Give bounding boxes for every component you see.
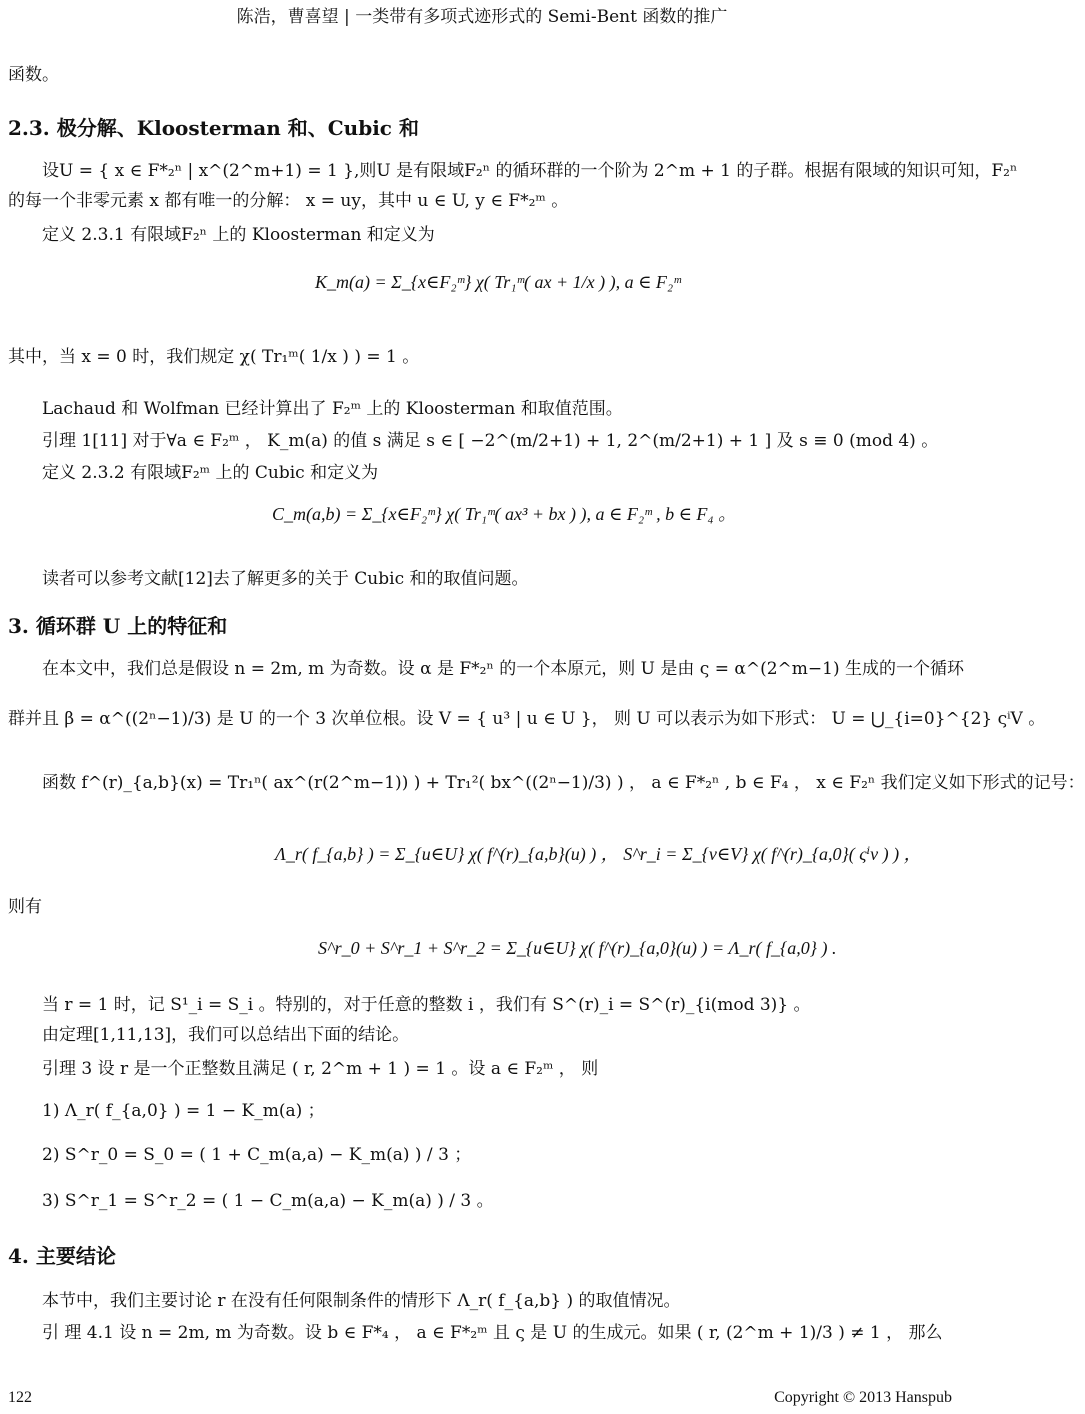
text-line: 由定理[1,11,13]，我们可以总结出下面的结论。 xyxy=(42,1025,410,1045)
text-line: 则有 xyxy=(8,897,42,917)
equation-kloosterman: K_m(a) = Σ_{x∈F₂ᵐ} χ( Tr₁ᵐ( ax + 1/x ) ), a ∈ F₂ᵐ xyxy=(315,272,681,292)
text-line: 函数 f^(r)_{a,b}(x) = Tr₁ⁿ( ax^(r(2^m−1)) ) + Tr₁²( bx^((2ⁿ−1)/3) ) ， a ∈ F*₂ⁿ , b ∈ F₄ ， x ∈ F₂ⁿ 我们定义如下形式的记号： xyxy=(42,773,1085,793)
copyright: Copyright © 2013 Hanspub xyxy=(774,1389,952,1406)
lemma-4-1: 引 理 4.1 设 n = 2m, m 为奇数。设 b ∈ F*₄ ， a ∈ F*₂ᵐ 且 ς 是 U 的生成元。如果 ( r, (2^m + 1)/3 ) ≠ 1 ， 那么 xyxy=(42,1323,943,1343)
text-line: 群并且 β = α^((2ⁿ−1)/3) 是 U 的一个 3 次单位根。设 V = { u³ | u ∈ U }， 则 U 可以表示为如下形式： U = ⋃_{i=0}^{2} ςⁱV 。 xyxy=(8,709,1046,729)
text-line: 当 r = 1 时，记 S¹_i = S_i 。特别的，对于任意的整数 i ，我们有 S^(r)_i = S^(r)_{i(mod 3)} 。 xyxy=(42,995,811,1015)
text-line: 在本文中，我们总是假设 n = 2m, m 为奇数。设 α 是 F*₂ⁿ 的一个本原元，则 U 是由 ς = α^(2^m−1) 生成的一个循环 xyxy=(42,659,964,679)
definition-2-3-1: 定义 2.3.1 有限域F₂ⁿ 上的 Kloosterman 和定义为 xyxy=(42,225,435,245)
lemma-3-item-2: 2) S^r_0 = S_0 = ( 1 + C_m(a,a) − K_m(a) ) / 3 ； xyxy=(42,1145,472,1165)
lemma-1: 引理 1[11] 对于∀a ∈ F₂ᵐ ， K_m(a) 的值 s 满足 s ∈ [ −2^(m/2+1) + 1, 2^(m/2+1) + 1 ] 及 s ≡ 0 (mod 4) 。 xyxy=(42,431,939,451)
text-line: Lachaud 和 Wolfman 已经计算出了 F₂ᵐ 上的 Kloosterman 和取值范围。 xyxy=(42,399,623,419)
text-line: 读者可以参考文献[12]去了解更多的关于 Cubic 和的取值问题。 xyxy=(42,569,529,589)
equation-lambda-s: Λ_r( f_{a,b} ) = Σ_{u∈U} χ( f^(r)_{a,b}(u) ) ， S^r_i = Σ_{v∈V} χ( f^(r)_{a,0}( ςⁱv ) ) ， xyxy=(275,844,922,864)
section-heading-4: 4. 主要结论 xyxy=(8,1244,116,1268)
lemma-3-item-1: 1) Λ_r( f_{a,0} ) = 1 − K_m(a) ； xyxy=(42,1101,325,1121)
running-header: 陈浩，曹喜望 | 一类带有多项式迹形式的 Semi-Bent 函数的推广 xyxy=(236,7,728,27)
text-line: 其中，当 x = 0 时，我们规定 χ( Tr₁ᵐ( 1/x ) ) = 1 。 xyxy=(8,347,420,367)
lemma-3: 引理 3 设 r 是一个正整数且满足 ( r, 2^m + 1 ) = 1 。设 a ∈ F₂ᵐ ， 则 xyxy=(42,1059,599,1079)
equation-sum-s: S^r_0 + S^r_1 + S^r_2 = Σ_{u∈U} χ( f^(r)_{a,0}(u) ) = Λ_r( f_{a,0} ) . xyxy=(318,938,837,958)
section-heading-2-3: 2.3. 极分解、Kloosterman 和、Cubic 和 xyxy=(8,116,419,140)
equation-cubic: C_m(a,b) = Σ_{x∈F₂ᵐ} χ( Tr₁ᵐ( ax³ + bx ) ), a ∈ F₂ᵐ , b ∈ F₄ 。 xyxy=(272,504,737,524)
definition-2-3-2: 定义 2.3.2 有限域F₂ᵐ 上的 Cubic 和定义为 xyxy=(42,463,379,483)
lemma-3-item-3: 3) S^r_1 = S^r_2 = ( 1 − C_m(a,a) − K_m(a) ) / 3 。 xyxy=(42,1191,494,1211)
section-heading-3: 3. 循环群 U 上的特征和 xyxy=(8,614,228,638)
text-line: 本节中，我们主要讨论 r 在没有任何限制条件的情形下 Λ_r( f_{a,b} ) 的取值情况。 xyxy=(42,1291,681,1311)
text-line: 设U = { x ∈ F*₂ⁿ | x^(2^m+1) = 1 },则U 是有限域F₂ⁿ 的循环群的一个阶为 2^m + 1 的子群。根据有限域的知识可知，F₂ⁿ xyxy=(42,161,1018,181)
page-number: 122 xyxy=(8,1389,32,1406)
text-line: 函数。 xyxy=(8,65,59,85)
text-line: 的每一个非零元素 x 都有唯一的分解： x = uy，其中 u ∈ U, y ∈ F*₂ᵐ 。 xyxy=(8,191,569,211)
